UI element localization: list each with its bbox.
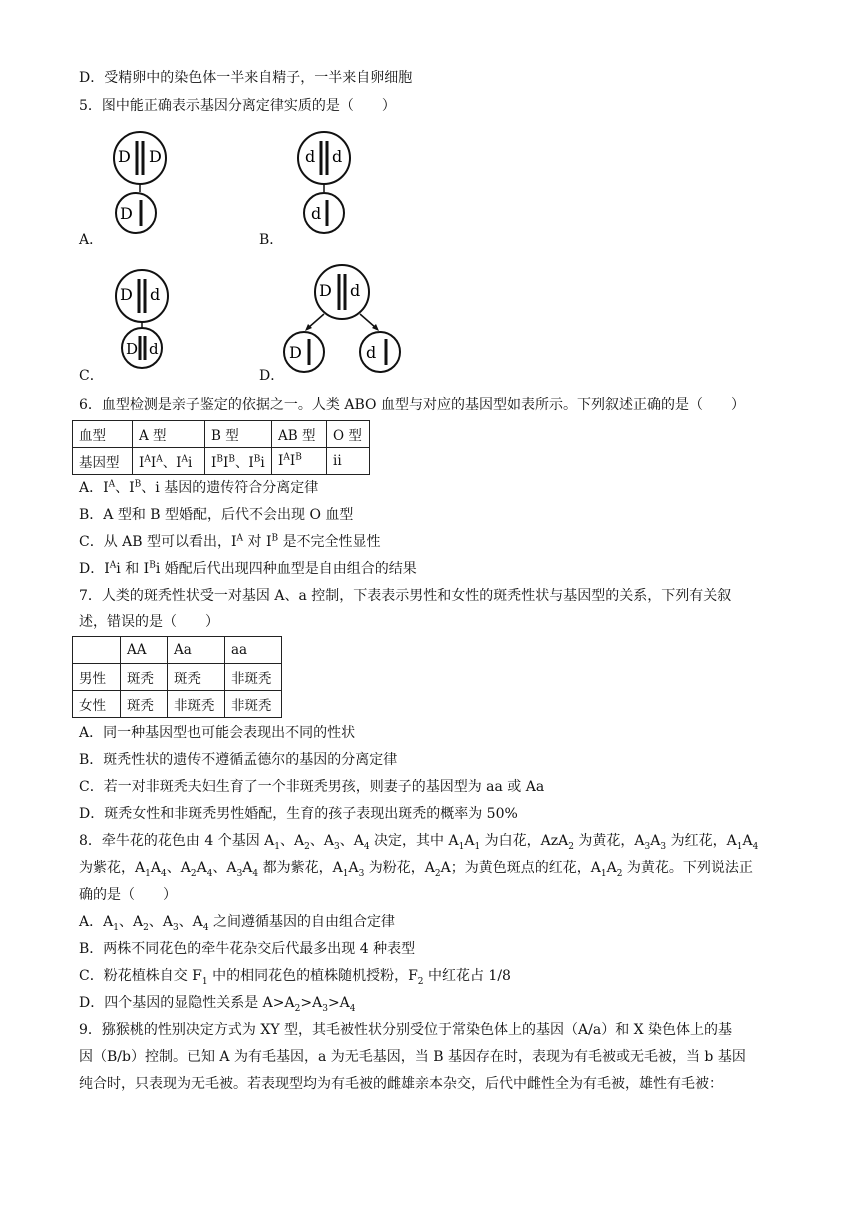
q8-stem-line1: 8．牵牛花的花色由 4 个基因 $A_1$、$A_2$、$A_3$、$A_4$ 决定，其中 $A_1A_1$ 为白花，AzA$_2$ 为黄花，$A_3A_3$ 为红花，$A_1A_4$ <box>79 833 759 852</box>
table-cell: 基因型 <box>73 448 133 475</box>
table-cell: 斑秃 <box>121 691 168 718</box>
q8-option-a: A．$A_1$、$A_2$、$A_3$、$A_4$ 之间遵循基因的自由组合定律 <box>79 914 395 933</box>
table-row <box>73 448 370 475</box>
figure-b-label: B． <box>259 232 284 248</box>
q6-option-d: D．$I^Ai$ 和 $I^Bi$ 婚配后代出现四种血型是自由组合的结果 <box>79 560 417 577</box>
table-header: aa <box>225 637 282 664</box>
figure-d <box>280 262 410 384</box>
q9-stem-line1: 9．猕猴桃的性别决定方式为 XY 型，其毛被性状分别受位于常染色体上的基因（A/a）和 X 染色体上的基 <box>79 1022 733 1038</box>
q8-option-d: D．四个基因的显隐性关系是 $A>A_2>A_3>A_4$ <box>79 995 356 1014</box>
allele-label: D <box>118 147 131 166</box>
table-row <box>73 664 282 691</box>
q9-stem-line2: 因（B/b）控制。已知 A 为有毛基因，a 为无毛基因，当 B 基因存在时，表现为有毛被或无毛被，当 b 基因 <box>79 1049 746 1065</box>
table-cell: 女性 <box>73 691 121 718</box>
table-header: 血型 <box>73 421 133 448</box>
allele-label: d <box>366 343 377 362</box>
q8-option-b: B．两株不同花色的牵牛花杂交后代最多出现 4 种表型 <box>79 941 416 957</box>
allele-label: D <box>149 147 162 166</box>
table-header: AA <box>121 637 168 664</box>
table-header: Aa <box>168 637 225 664</box>
table-cell: 非斑秃 <box>168 691 225 718</box>
q8-stem-line2: 为紫花，$A_1A_4$、$A_2A_4$、$A_3A_4$ 都为紫花，$A_1A_3$ 为粉花，$A_2A$；为黄色斑点的红花，$A_1A_2$ 为黄花。下列说法正 <box>79 860 753 879</box>
q7-option-d: D．斑秃女性和非斑秃男性婚配，生育的孩子表现出斑秃的概率为 50% <box>79 806 518 822</box>
table-header <box>73 637 121 664</box>
allele-label: d <box>305 147 316 166</box>
table-cell: 斑秃 <box>168 664 225 691</box>
table-cell: 斑秃 <box>121 664 168 691</box>
figure-c <box>106 266 186 380</box>
q8-stem-line3: 确的是（ ） <box>79 887 177 903</box>
table-cell: 男性 <box>73 664 121 691</box>
q8-option-c: C．粉花植株自交 $F_1$ 中的相同花色的植株随机授粉，$F_2$ 中红花占 1/8 <box>79 968 511 987</box>
q6-option-c: C．从 AB 型可以看出，$I^A$ 对 $I^B$ 是不完全性显性 <box>79 533 381 550</box>
figure-b <box>290 128 370 246</box>
q7-stem-line1: 7．人类的斑秃性状受一对基因 A、a 控制，下表表示男性和女性的斑秃性状与基因型的关系，下列有关叙 <box>79 588 732 604</box>
table-cell: $I^AI^A$、$I^Ai$ <box>133 448 205 475</box>
allele-label: d <box>150 285 161 304</box>
figure-a <box>100 128 180 246</box>
allele-label: D <box>289 343 302 362</box>
table-cell: 非斑秃 <box>225 664 282 691</box>
q6-option-a: A．$I^A$、$I^B$、i 基因的遗传符合分离定律 <box>79 479 319 496</box>
table-cell: $I^AI^B$ <box>272 448 327 475</box>
q6-option-b: B．A 型和 B 型婚配，后代不会出现 O 血型 <box>79 507 354 523</box>
q6-stem: 6．血型检测是亲子鉴定的依据之一。人类 ABO 血型与对应的基因型如表所示。下列叙述正确的是（ ） <box>79 397 745 413</box>
allele-label: d <box>149 340 159 358</box>
allele-label: D <box>120 204 133 223</box>
table-cell: 非斑秃 <box>225 691 282 718</box>
q7-option-b: B．斑秃性状的遗传不遵循孟德尔的基因的分离定律 <box>79 752 398 768</box>
figure-c-label: C． <box>79 368 104 384</box>
table-header: B 型 <box>205 421 272 448</box>
q7-option-a: A．同一种基因型也可能会表现出不同的性状 <box>79 725 356 741</box>
figure-a-label: A． <box>79 232 104 248</box>
table-row <box>73 421 370 448</box>
q9-stem-line3: 纯合时，只表现为无毛被。若表现型均为有毛被的雌雄亲本杂交，后代中雌性全为有毛被，雄性有毛被： <box>79 1076 723 1092</box>
allele-label: d <box>311 204 322 223</box>
allele-label: D <box>126 340 139 358</box>
q7-stem-line2: 述，错误的是（ ） <box>79 614 219 630</box>
allele-label: d <box>350 281 361 300</box>
table-cell: ii <box>327 448 370 475</box>
table-row <box>73 691 282 718</box>
q5-stem: 5．图中能正确表示基因分离定律实质的是（ ） <box>79 98 396 114</box>
allele-label: d <box>332 147 343 166</box>
q6-blood-type-table <box>72 420 370 475</box>
figure-d-label: D． <box>259 368 285 384</box>
q7-option-c: C．若一对非斑秃夫妇生育了一个非斑秃男孩，则妻子的基因型为 aa 或 Aa <box>79 779 545 795</box>
table-header: A 型 <box>133 421 205 448</box>
allele-label: D <box>319 281 332 300</box>
table-header: AB 型 <box>272 421 327 448</box>
table-cell: $I^BI^B$、$I^Bi$ <box>205 448 272 475</box>
q4-option-d: D．受精卵中的染色体一半来自精子，一半来自卵细胞 <box>79 70 413 86</box>
q7-baldness-table <box>72 636 282 718</box>
table-header: O 型 <box>327 421 370 448</box>
allele-label: D <box>120 285 133 304</box>
table-row <box>73 637 282 664</box>
